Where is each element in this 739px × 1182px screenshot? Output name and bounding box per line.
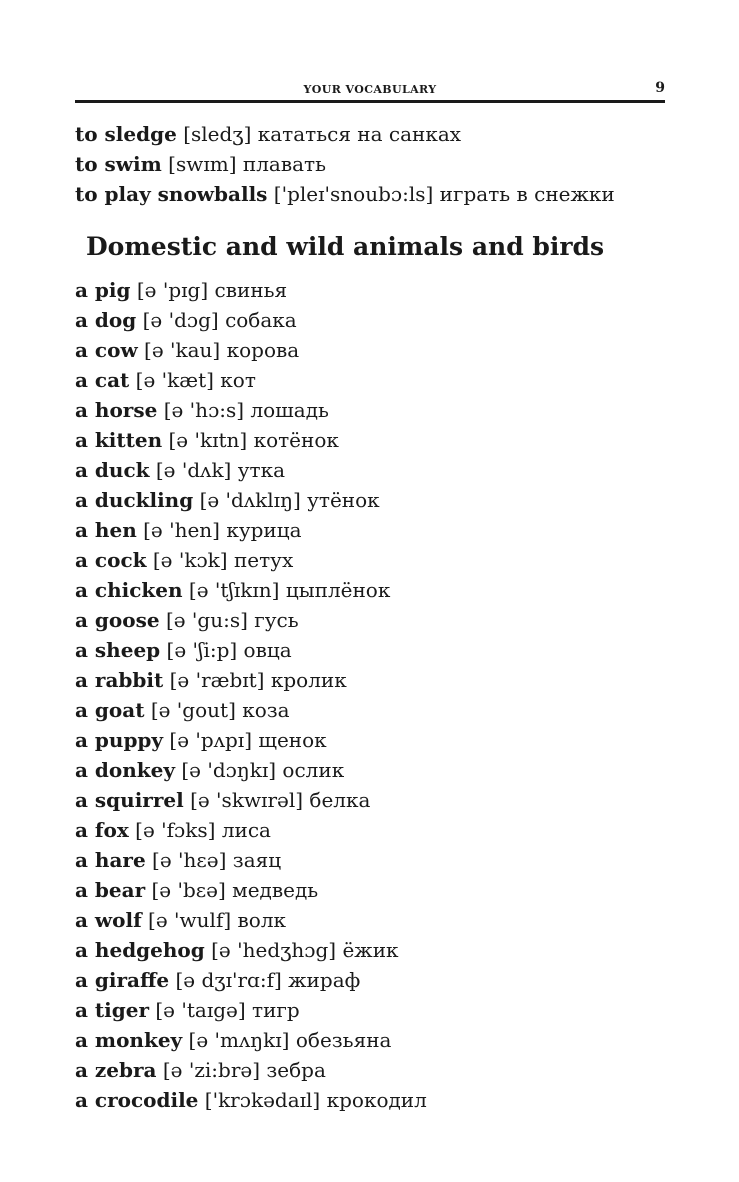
- entry-translation: жираф: [288, 968, 361, 992]
- entry-word: a pig: [75, 278, 131, 302]
- entry-translation: заяц: [232, 848, 282, 872]
- entry-transcription: [swɪm]: [168, 152, 237, 176]
- entry-translation: ослик: [282, 758, 345, 782]
- vocab-entry: [75, 485, 427, 515]
- running-head: [75, 80, 665, 100]
- entry-word: a duck: [75, 458, 150, 482]
- entry-word: a tiger: [75, 998, 150, 1022]
- vocab-entry: [75, 575, 427, 605]
- vocab-entry: [75, 665, 427, 695]
- vocab-entry: [75, 935, 427, 965]
- entry-translation: кот: [220, 368, 256, 392]
- entry-translation: белка: [309, 788, 371, 812]
- entry-transcription: ['pleɪ'snoubɔ:ls]: [273, 182, 434, 206]
- entry-transcription: [ə 'wulf]: [148, 908, 232, 932]
- entry-word: a donkey: [75, 758, 175, 782]
- vocab-entry: [75, 335, 427, 365]
- entry-translation: волк: [237, 908, 287, 932]
- entry-transcription: [ə 'dʌk]: [155, 458, 232, 482]
- entry-translation: обезьяна: [295, 1028, 392, 1052]
- entry-transcription: ['krɔkədaɪl]: [204, 1088, 321, 1112]
- entry-translation: кататься на санках: [257, 122, 462, 146]
- entry-word: a cat: [75, 368, 130, 392]
- entry-word: a cow: [75, 338, 138, 362]
- entry-word: a bear: [75, 878, 146, 902]
- entry-word: a goose: [75, 608, 160, 632]
- entry-transcription: [ə 'kæt]: [135, 368, 214, 392]
- entry-translation: утка: [237, 458, 285, 482]
- vocab-entry-top: [75, 181, 615, 207]
- entry-translation: кролик: [270, 668, 347, 692]
- vocab-entry: [75, 905, 427, 935]
- entry-word: a squirrel: [75, 788, 184, 812]
- entry-transcription: [ə 'ræbɪt]: [169, 668, 265, 692]
- entry-translation: крокодил: [326, 1088, 427, 1112]
- entry-translation: курица: [226, 518, 302, 542]
- entry-transcription: [ə 'pʌpɪ]: [169, 728, 253, 752]
- entry-transcription: [sledʒ]: [183, 122, 252, 146]
- entry-transcription: [ə 'dʌklɪŋ]: [199, 488, 301, 512]
- entry-transcription: [ə 'kɪtn]: [168, 428, 248, 452]
- entry-word: a crocodile: [75, 1088, 199, 1112]
- entry-word: to play snowballs: [75, 182, 268, 206]
- entry-translation: лиса: [221, 818, 271, 842]
- vocab-entry: [75, 695, 427, 725]
- vocab-entry: [75, 1085, 427, 1115]
- vocab-entry: [75, 365, 427, 395]
- entry-translation: играть в снежки: [439, 182, 615, 206]
- vocab-entry: [75, 1025, 427, 1055]
- vocab-entry: [75, 545, 427, 575]
- entry-word: a kitten: [75, 428, 163, 452]
- vocab-list: [75, 275, 427, 1115]
- entry-translation: зебра: [266, 1058, 326, 1082]
- entry-word: a zebra: [75, 1058, 157, 1082]
- entry-word: a dog: [75, 308, 137, 332]
- entry-transcription: [ə 'hɔ:s]: [163, 398, 245, 422]
- entry-translation: свинья: [214, 278, 288, 302]
- entry-transcription: [ə 'zi:brə]: [162, 1058, 261, 1082]
- entry-transcription: [ə 'pɪg]: [136, 278, 209, 302]
- entry-word: a sheep: [75, 638, 161, 662]
- entry-translation: плавать: [242, 152, 326, 176]
- header-rule: [75, 100, 665, 103]
- vocab-entry: [75, 395, 427, 425]
- entry-transcription: [ə 'gout]: [150, 698, 236, 722]
- entry-transcription: [ə dʒɪ'rɑ:f]: [175, 968, 282, 992]
- entry-transcription: [ə 'hedʒhɔg]: [211, 938, 337, 962]
- vocab-entry-top: [75, 151, 326, 177]
- entry-word: a monkey: [75, 1028, 183, 1052]
- vocab-entry: [75, 785, 427, 815]
- entry-word: a hare: [75, 848, 146, 872]
- entry-word: a duckling: [75, 488, 194, 512]
- entry-translation: утёнок: [307, 488, 380, 512]
- entry-word: a rabbit: [75, 668, 164, 692]
- vocab-entry: [75, 725, 427, 755]
- vocab-entry: [75, 995, 427, 1025]
- entry-transcription: [ə 'skwɪrəl]: [190, 788, 304, 812]
- vocab-entry: [75, 455, 427, 485]
- entry-word: a hen: [75, 518, 137, 542]
- vocab-entry: [75, 425, 427, 455]
- vocab-entry: [75, 305, 427, 335]
- vocab-entry: [75, 605, 427, 635]
- entry-word: a giraffe: [75, 968, 170, 992]
- entry-translation: цыплёнок: [285, 578, 391, 602]
- entry-transcription: [ə 'ʃi:p]: [166, 638, 238, 662]
- vocab-entry: [75, 635, 427, 665]
- vocab-entry-top: [75, 121, 461, 147]
- vocab-entry: [75, 1055, 427, 1085]
- entry-transcription: [ə 'bɛə]: [151, 878, 226, 902]
- entry-transcription: [ə 'kɔk]: [152, 548, 228, 572]
- entry-translation: коза: [242, 698, 290, 722]
- entry-transcription: [ə 'gu:s]: [165, 608, 248, 632]
- running-title: YOUR VOCABULARY: [303, 83, 437, 96]
- vocab-entry: [75, 965, 427, 995]
- entry-word: a cock: [75, 548, 147, 572]
- entry-translation: гусь: [254, 608, 299, 632]
- entry-transcription: [ə 'hɛə]: [152, 848, 227, 872]
- entry-word: a puppy: [75, 728, 164, 752]
- entry-word: a goat: [75, 698, 145, 722]
- entry-transcription: [ə 'fɔks]: [135, 818, 216, 842]
- entry-translation: лошадь: [250, 398, 329, 422]
- entry-translation: петух: [233, 548, 294, 572]
- entry-transcription: [ə 'hen]: [143, 518, 220, 542]
- entry-transcription: [ə 'dɔŋkɪ]: [181, 758, 277, 782]
- entry-translation: щенок: [258, 728, 327, 752]
- entry-word: a horse: [75, 398, 158, 422]
- page-number: 9: [655, 80, 665, 96]
- entry-word: to sledge: [75, 122, 177, 146]
- entry-transcription: [ə 'mʌŋkɪ]: [188, 1028, 290, 1052]
- entry-translation: медведь: [232, 878, 319, 902]
- entry-translation: котёнок: [253, 428, 339, 452]
- entry-translation: собака: [225, 308, 297, 332]
- vocab-entry: [75, 875, 427, 905]
- entry-translation: корова: [226, 338, 300, 362]
- entry-word: to swim: [75, 152, 162, 176]
- vocab-entry: [75, 515, 427, 545]
- entry-word: a chicken: [75, 578, 183, 602]
- entry-transcription: [ə 'dɔg]: [142, 308, 219, 332]
- entry-transcription: [ə 'kau]: [144, 338, 221, 362]
- entry-word: a fox: [75, 818, 129, 842]
- vocab-entry: [75, 275, 427, 305]
- entry-word: a wolf: [75, 908, 142, 932]
- entry-translation: овца: [243, 638, 292, 662]
- entry-transcription: [ə 'taɪgə]: [155, 998, 246, 1022]
- section-heading: Domestic and wild animals and birds: [86, 232, 605, 261]
- entry-translation: тигр: [252, 998, 300, 1022]
- vocab-entry: [75, 815, 427, 845]
- vocab-entry: [75, 845, 427, 875]
- vocab-entry: [75, 755, 427, 785]
- entry-translation: ёжик: [342, 938, 399, 962]
- entry-word: a hedgehog: [75, 938, 205, 962]
- entry-transcription: [ə 'tʃɪkɪn]: [188, 578, 280, 602]
